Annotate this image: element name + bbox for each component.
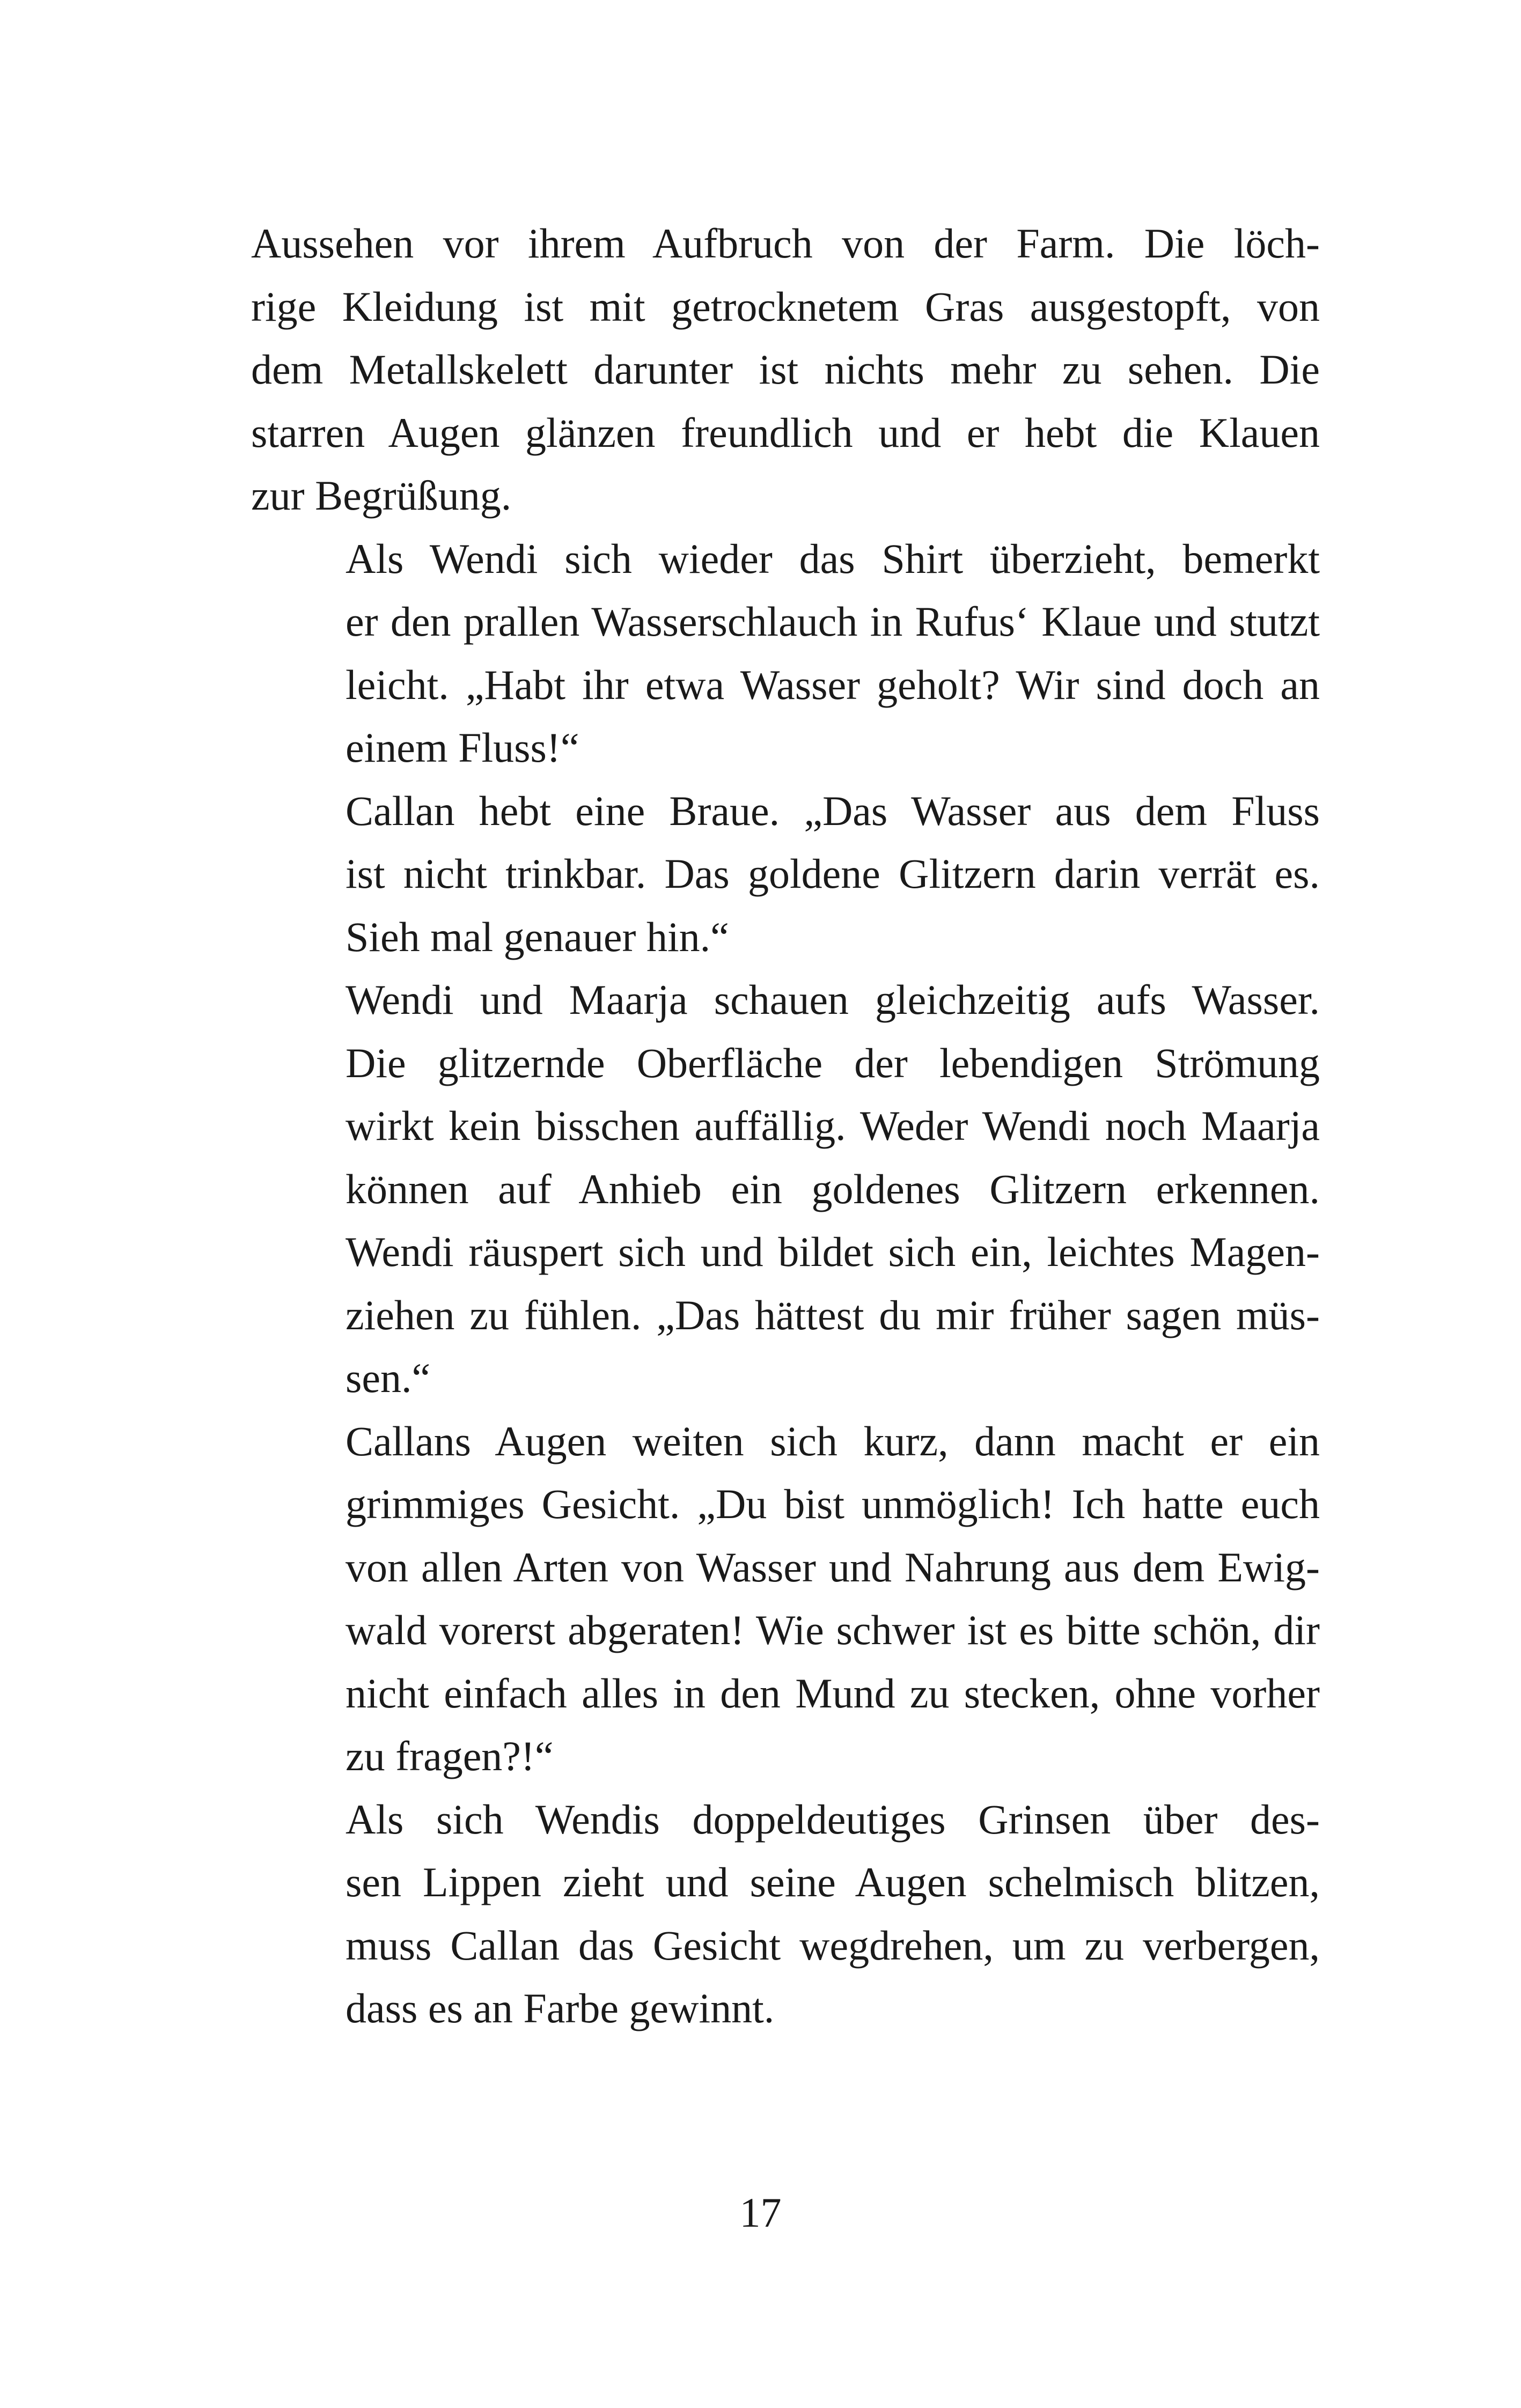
text-line: ist nicht trinkbar. Das goldene Glitzern darin verrät es. [346,850,1320,897]
text-line: grimmiges Gesicht. „Du bist unmöglich! Ich hatte euch [346,1481,1320,1527]
text-line: leicht. „Habt ihr etwa Wasser geholt? Wir sind doch an [346,661,1320,708]
text-line: Als sich Wendis doppeldeutiges Grinsen über des- [346,1795,1320,1843]
paragraph [251,1788,1320,2040]
text-line: ziehen zu fühlen. „Das hättest du mir früher sagen müs- [346,1291,1320,1338]
text-line: zur Begrüßung. [251,472,512,519]
text-line: er den prallen Wasserschlauch in Rufus‘ Klaue und stutzt [346,598,1320,645]
text-line: Als Wendi sich wieder das Shirt überzieht, bemerkt [346,535,1320,582]
paragraph [251,212,1320,527]
text-line: rige Kleidung ist mit getrocknetem Gras ausgestopft, von [251,283,1320,330]
text-line: einem Fluss!“ [346,724,579,771]
text-line: Wendi räuspert sich und bildet sich ein, leichtes Magen- [346,1228,1320,1275]
text-line: wirkt kein bisschen auffällig. Weder Wendi noch Maarja [346,1102,1320,1149]
text-line: Wendi und Maarja schauen gleichzeitig aufs Wasser. [346,976,1320,1023]
paragraph [251,968,1320,1410]
text-line: Callan hebt eine Braue. „Das Wasser aus dem Fluss [346,787,1320,834]
text-line: Sieh mal genauer hin.“ [346,913,729,960]
text-line: starren Augen glänzen freundlich und er hebt die Klauen [251,409,1320,456]
text-line: sen.“ [346,1354,431,1401]
text-line: sen Lippen zieht und seine Augen schelmisch blitzen, [346,1859,1320,1905]
text-line: nicht einfach alles in den Mund zu stecken, ohne vorher [346,1669,1320,1717]
text-line: von allen Arten von Wasser und Nahrung aus dem Ewig- [346,1543,1320,1590]
text-line: dass es an Farbe gewinnt. [346,1985,775,2031]
text-line: zu fragen?!“ [346,1733,554,1779]
text-line: wald vorerst abgeraten! Wie schwer ist es bitte schön, dir [346,1607,1320,1653]
paragraph [251,527,1320,779]
text-line: können auf Anhieb ein goldenes Glitzern erkennen. [346,1165,1320,1212]
paragraph [251,779,1320,969]
text-line: dem Metallskelett darunter ist nichts mehr zu sehen. Die [251,346,1320,393]
paragraph [251,1410,1320,1788]
text-line: Aussehen vor ihrem Aufbruch von der Farm. Die löch- [251,220,1320,267]
text-line: muss Callan das Gesicht wegdrehen, um zu verbergen, [346,1921,1320,1969]
page-number: 17 [739,2189,782,2236]
body-text [251,212,1320,2040]
text-line: Die glitzernde Oberfläche der lebendigen Strömung [346,1039,1320,1086]
text-line: Callans Augen weiten sich kurz, dann macht er ein [346,1417,1320,1464]
